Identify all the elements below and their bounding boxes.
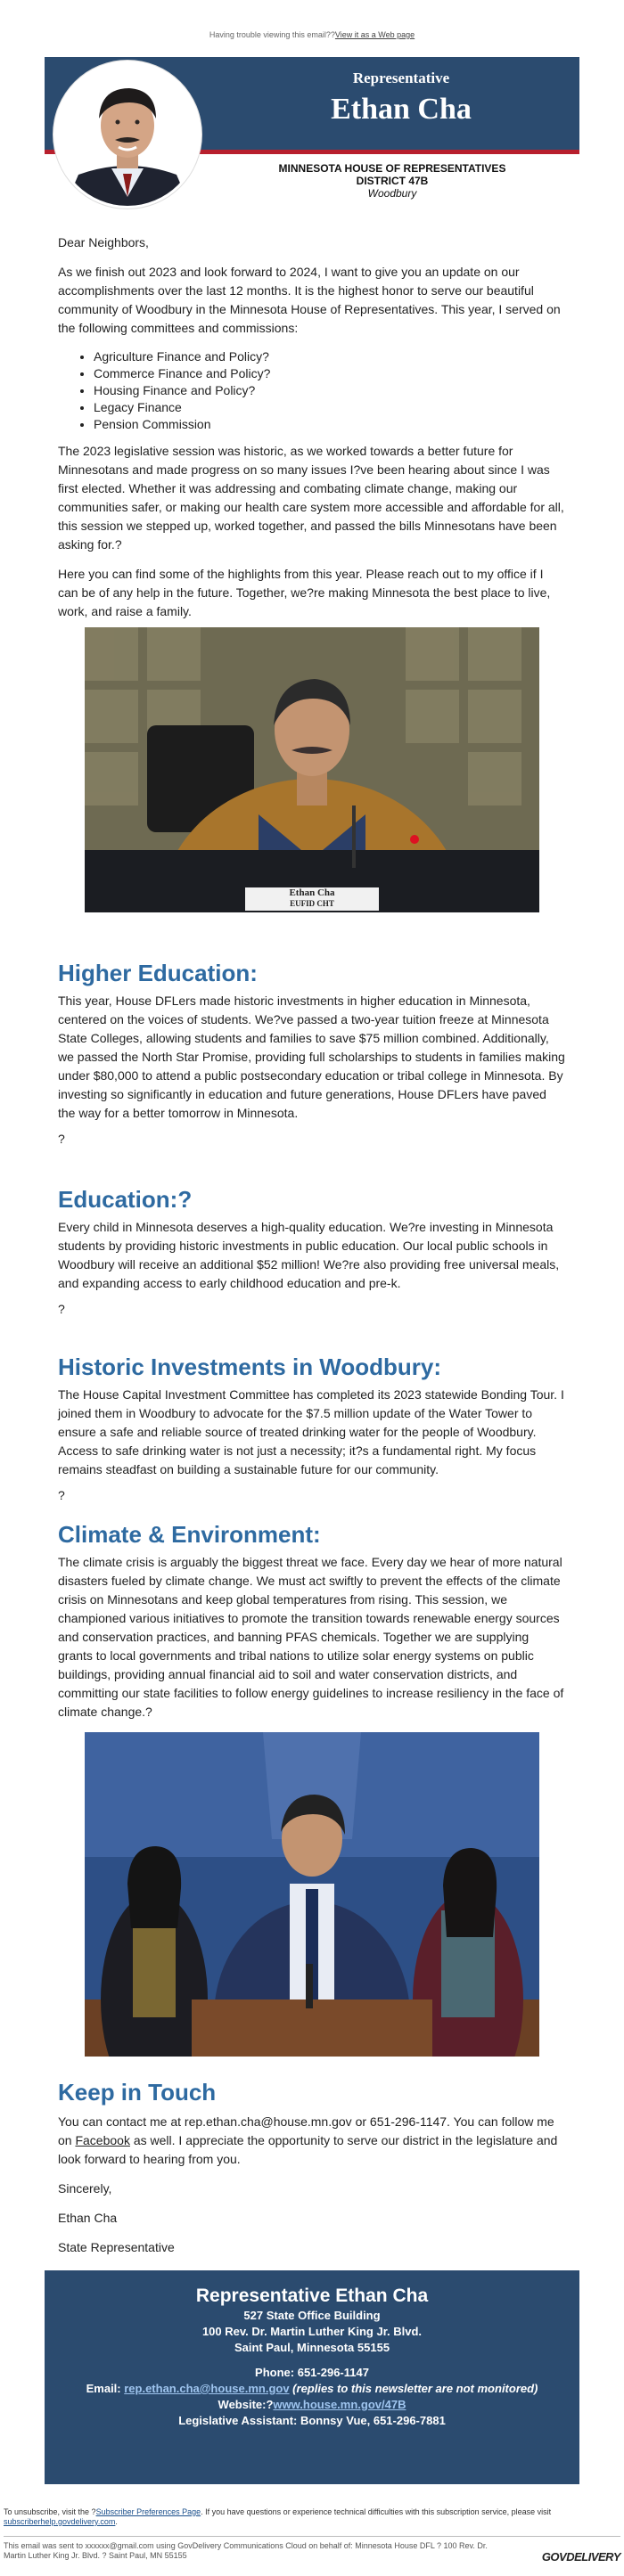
nameplate-name: Ethan Cha (289, 887, 335, 898)
footer-email-label: Email: (86, 2382, 125, 2395)
section-higher-education (58, 960, 566, 1149)
chamber-name: MINNESOTA HOUSE OF REPRESENTATIVES (278, 162, 506, 175)
signature-name: Ethan Cha (58, 2211, 118, 2225)
section-body: The House Capital Investment Committee has completed its 2023 statewide Bonding Tour. I joined them in Woodbury to advocate for the $7.5 million update of the Water Tower to ensure a safe and reliable source of treated drinking water for the people of Woodbury. Access to safe drinking water is not just a necessity; it?s a fundamental right. My focus remains steadfast on building a sustainable future for our community. (58, 1387, 564, 1476)
intro-paragraph-2: The 2023 legislative session was historic, as we worked towards a better future for Minnesotans and made progress on so many issues I?ve been hearing about since I was first elected. Whether it was addressing and combating climate change, making our communities safer, or making our health care system more accessible and affordable for all, this session we stepped up, worked together, and passed the bills Minnesotans have been asking for.? (58, 444, 564, 552)
section-keep-in-touch (58, 2079, 566, 2257)
footer-email-link[interactable]: rep.ethan.cha@house.mn.gov (124, 2382, 290, 2395)
signature-role: State Representative (58, 2240, 175, 2254)
sent-to-notice: This email was sent to xxxxxx@gmail.com using GovDelivery Communications Cloud on behalf of: Minnesota House DFL ? 100 Rev. Dr. Martin Luther King Jr. Blvd. ? Saint Paul, MN 55155 (4, 2541, 488, 2560)
section-body: Every child in Minnesota deserves a high-quality education. We?re investing in Minnesota students by providing historic investments in public education. Our local public schools in Woodbury will receive an additional $52 million! We?re also providing free universal meals, and expanding access to early childhood education and pre-k. (58, 1220, 560, 1290)
footer-website-label: Website:? (218, 2398, 274, 2411)
divider (4, 2536, 620, 2537)
footer-contact-box (45, 2270, 579, 2484)
footer-assistant: Legislative Assistant: Bonnsy Vue, 651-296-7881 (178, 2414, 446, 2427)
subscriber-help-link[interactable]: subscriberhelp.govdelivery.com (4, 2517, 116, 2526)
section-climate (58, 1521, 566, 1721)
list-item: • Pension Commission (94, 416, 566, 433)
intro-paragraph-1: As we finish out 2023 and look forward to 2024, I want to give you an update on our accomplishments over the last 12 months. It is the highest honor to serve our beautiful community of Woodbury in the Minnesota House of Representatives. This year, I served on the following committees and commissions: (58, 265, 561, 335)
footer-address-2: 100 Rev. Dr. Martin Luther King Jr. Blvd. (201, 2325, 423, 2338)
unsubscribe-text-2: . If you have questions or experience technical difficulties with this subscription service, please visit (201, 2507, 552, 2516)
footer-website-link[interactable]: www.house.mn.gov/47B (273, 2398, 406, 2411)
list-item: • Legacy Finance (94, 399, 566, 416)
greeting: Dear Neighbors, (58, 235, 149, 249)
section-body: This year, House DFLers made historic investments in higher education in Minnesota, centered on the voices of students. We?ve passed a two-year tuition freeze at Minnesota State Colleges, allowing students and families to save $75 million combined. Additionally, we passed the North Star Promise, providing full scholarships to students in families making under $80,000 to attend a public postsecondary education or tribal college in Minnesota. By investing so significantly in education and future generations, House DFLers have paved the way for a better tomorrow in Minnesota. (58, 994, 565, 1120)
closing: Sincerely, (58, 2181, 112, 2196)
list-item: • Commerce Finance and Policy? (94, 365, 566, 382)
footer-email-note: (replies to this newsletter are not monitored) (289, 2382, 538, 2395)
footer-address-3: Saint Paul, Minnesota 55155 (234, 2341, 390, 2354)
preheader-text: Having trouble viewing this email?? (209, 30, 335, 39)
footer-email-line (45, 2381, 579, 2397)
section-title: Keep in Touch (58, 2079, 217, 2106)
intro-section (58, 233, 566, 621)
facebook-link[interactable]: Facebook (75, 2133, 130, 2147)
photo-press-conference (85, 1732, 539, 2057)
district-number: DISTRICT 47B (356, 175, 429, 187)
list-item: • Agriculture Finance and Policy? (94, 348, 566, 365)
section-title: Historic Investments in Woodbury: (58, 1353, 442, 1380)
section-title: Higher Education: (58, 960, 258, 986)
nameplate-sub: EUFID CHT (290, 899, 334, 908)
section-body: The climate crisis is arguably the biggest threat we face. Every day we hear of more natural disasters fueled by climate change. We must act swiftly to prevent the effects of the climate crisis on Minnesotans and keep global temperatures from rising. This session, we championed various initiatives to promote the transition towards renewable energy sources and conservation practices, and banning PFAS chemicals. Together we are supplying grants to local governments and tribal nations to utilize solar energy systems on public buildings, providing annual financial aid to soil and water conservation districts, and committing our state facilities to follow energy guidelines to increase resiliency in the face of climate change.? (58, 1555, 564, 1719)
footer-website-line (45, 2397, 579, 2413)
web-page-link[interactable]: View it as a Web page (334, 30, 415, 39)
preheader (0, 30, 624, 39)
section-spacer: ? (58, 1488, 65, 1502)
footer-phone: Phone: 651-296-1147 (255, 2366, 369, 2379)
unsubscribe-notice (4, 2507, 619, 2527)
section-spacer: ? (58, 1132, 65, 1146)
header-title-small: Representative (352, 70, 450, 86)
section-spacer: ? (58, 1302, 65, 1316)
contact-paragraph (58, 2113, 566, 2169)
section-education (58, 1186, 566, 1319)
contact-text-after: as well. I appreciate the opportunity to serve our district in the legislature and look forward to hearing from you. (58, 2133, 558, 2166)
committee-list (58, 348, 566, 433)
contact-text-before: You can contact me at rep.ethan.cha@house.mn.gov or 651-296-1147. You can follow me on (58, 2114, 554, 2147)
photo-committee-hearing (85, 627, 539, 912)
avatar (53, 61, 201, 209)
govdelivery-logo[interactable]: GOVDELIVERY (541, 2550, 620, 2564)
footer-title: Representative Ethan Cha (195, 2286, 429, 2306)
unsubscribe-text-3: . (115, 2517, 118, 2526)
subscriber-preferences-link[interactable]: Subscriber Preferences Page (95, 2507, 201, 2516)
footer-address-1: 527 State Office Building (243, 2309, 381, 2322)
section-title: Climate & Environment: (58, 1521, 321, 1548)
intro-paragraph-3: Here you can find some of the highlights from this year. Please reach out to my office if I can be of any help in the future. Together, we?re making Minnesota the best place to live, work, and raise a family. (58, 567, 551, 618)
unsubscribe-text-1: To unsubscribe, visit the ? (4, 2507, 96, 2516)
section-title: Education:? (58, 1186, 193, 1213)
district-subhead (205, 162, 579, 200)
header-title-name: Ethan Cha (331, 93, 472, 126)
list-item: • Housing Finance and Policy? (94, 382, 566, 399)
section-woodbury (58, 1353, 566, 1505)
district-city: Woodbury (367, 187, 417, 200)
